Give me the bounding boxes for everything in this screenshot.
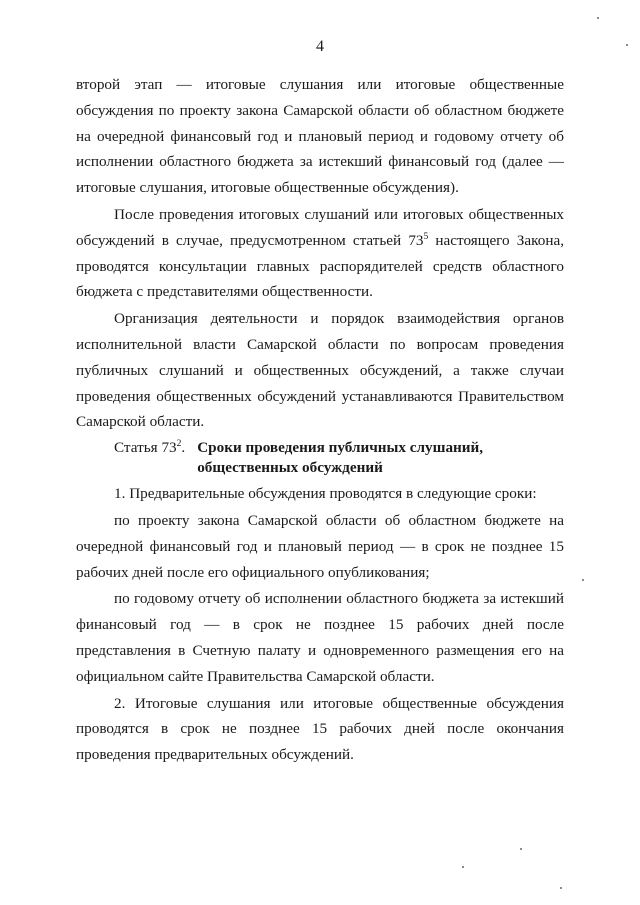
scan-speck: [560, 887, 562, 889]
article-title-line1: Сроки проведения публичных слушаний,: [197, 439, 484, 457]
article-title: [197, 436, 483, 478]
paragraph-annual-report: по годовому отчету об исполнении областного бюджета за истекший финансовый год — в срок не позднее 15 рабочих дней после представления в Счетную палату и одновременного размещения его на официальном сайте Правительства Самарской области.: [76, 590, 564, 685]
scan-speck: [462, 866, 464, 868]
consultations-text-end: настоящего Закона, проводятся консультации главных распорядителей средств областного бюджета с представителями общественности.: [76, 231, 564, 301]
scan-speck: [597, 17, 599, 19]
article-label-text: Статья 73: [114, 439, 177, 457]
paragraph-preliminary: 1. Предварительные обсуждения проводятся в следующие сроки:: [114, 485, 537, 503]
paragraph-organization: Организация деятельности и порядок взаимодействия органов исполнительной власти Самарской области по вопросам проведения публичных слушаний и общественных обсуждений, а также случаи проведения общественных обсуждений устанавливаются Правительством Самарской области.: [76, 310, 564, 431]
paragraph-final-hearings: 2. Итоговые слушания или итоговые общественные обсуждения проводятся в срок не позднее 15 рабочих дней после окончания проведения предварительных обсуждений.: [76, 694, 564, 764]
article-heading: [76, 436, 564, 478]
consultations-text-start: После проведения итоговых слушаний или итоговых общественных обсуждений в случае, предусмотренном статьей 73: [76, 205, 564, 249]
scan-speck: [520, 848, 522, 850]
paragraph-consultations: [76, 202, 564, 305]
article-superscript: 5: [423, 231, 429, 242]
scan-speck: [582, 579, 584, 581]
document-body: [76, 72, 564, 769]
paragraph-second-stage: второй этап — итоговые слушания или итоговые общественные обсуждения по проекту закона Самарской области об областном бюджете на очередной финансовый год и плановый период и годовому отчету об исполнении областного бюджета за истекший финансовый год (далее — итоговые слушания, итоговые общественные обсуждения).: [76, 76, 564, 197]
paragraph-draft-law: по проекту закона Самарской области об областном бюджете на очередной финансовый год и плановый период — в срок не позднее 15 рабочих дней после его официального опубликования;: [76, 511, 564, 581]
article-label-sup: 2: [176, 439, 182, 450]
page-number: 4: [316, 38, 324, 55]
scan-speck: [626, 44, 628, 46]
article-label: [76, 436, 197, 478]
article-label-suffix: .: [181, 439, 186, 457]
article-title-line2: общественных обсуждений: [197, 459, 383, 477]
